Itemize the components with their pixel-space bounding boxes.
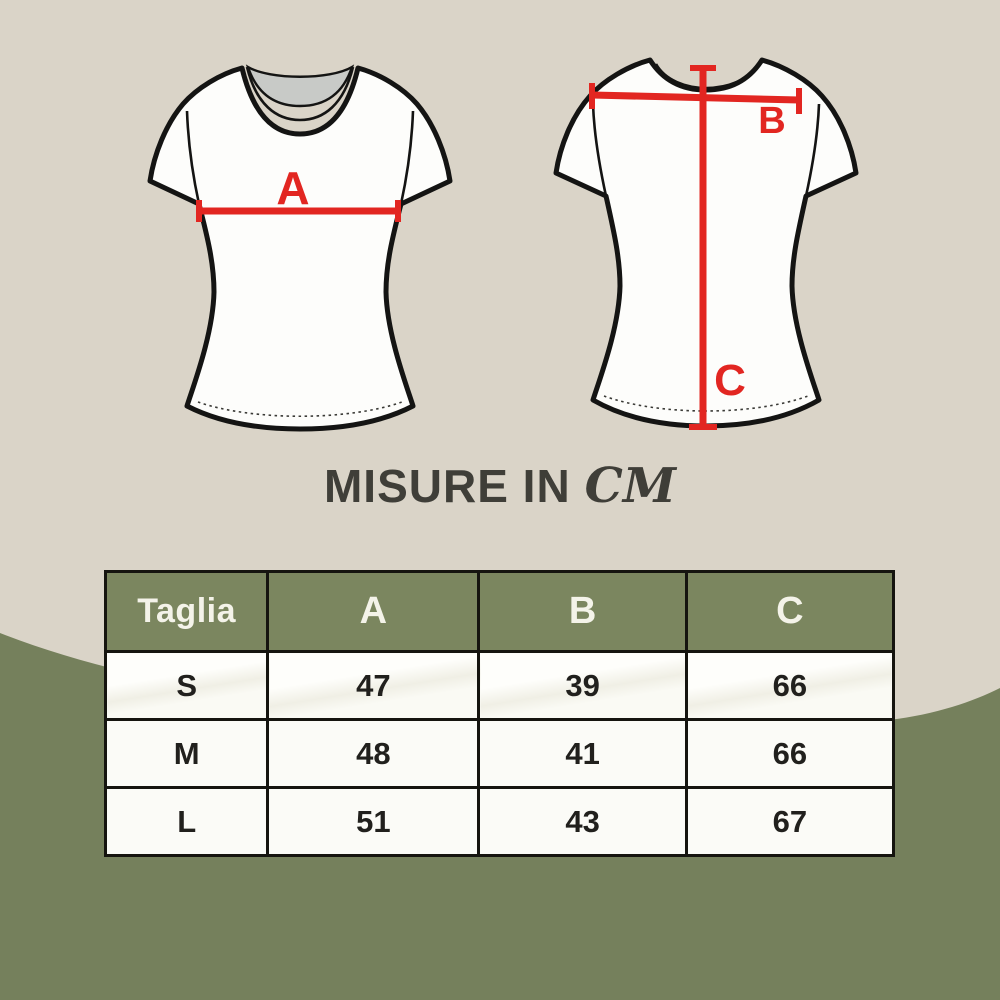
measure-label-b: B (758, 100, 786, 142)
value-cell: 66 (686, 720, 893, 788)
header-cell-a: A (268, 572, 479, 652)
front-collar-inner-back (248, 67, 352, 106)
size-table-header-row (106, 572, 894, 652)
tshirt-front-body (150, 68, 450, 429)
measure-label-c: C (714, 356, 746, 405)
tshirt-front-diagram (142, 54, 458, 438)
measure-label-a: A (276, 162, 310, 214)
table-row-m (106, 720, 894, 788)
value-cell: 48 (268, 720, 479, 788)
value-cell: 51 (268, 788, 479, 856)
header-cell-b: B (479, 572, 686, 652)
value-cell: 67 (686, 788, 893, 856)
header-cell-c: C (686, 572, 893, 652)
size-table (104, 570, 895, 857)
table-row-l (106, 788, 894, 856)
size-cell: S (106, 652, 268, 720)
size-cell: L (106, 788, 268, 856)
tshirt-back-diagram (544, 50, 874, 442)
header-cell-taglia: Taglia (106, 572, 268, 652)
value-cell: 43 (479, 788, 686, 856)
page-title (0, 458, 1000, 514)
value-cell: 41 (479, 720, 686, 788)
value-cell: 66 (686, 652, 893, 720)
table-row-s (106, 652, 894, 720)
title-text: MISURE IN (323, 460, 571, 512)
value-cell: 47 (268, 652, 479, 720)
size-cell: M (106, 720, 268, 788)
value-cell: 39 (479, 652, 686, 720)
title-unit: CM (584, 458, 677, 514)
